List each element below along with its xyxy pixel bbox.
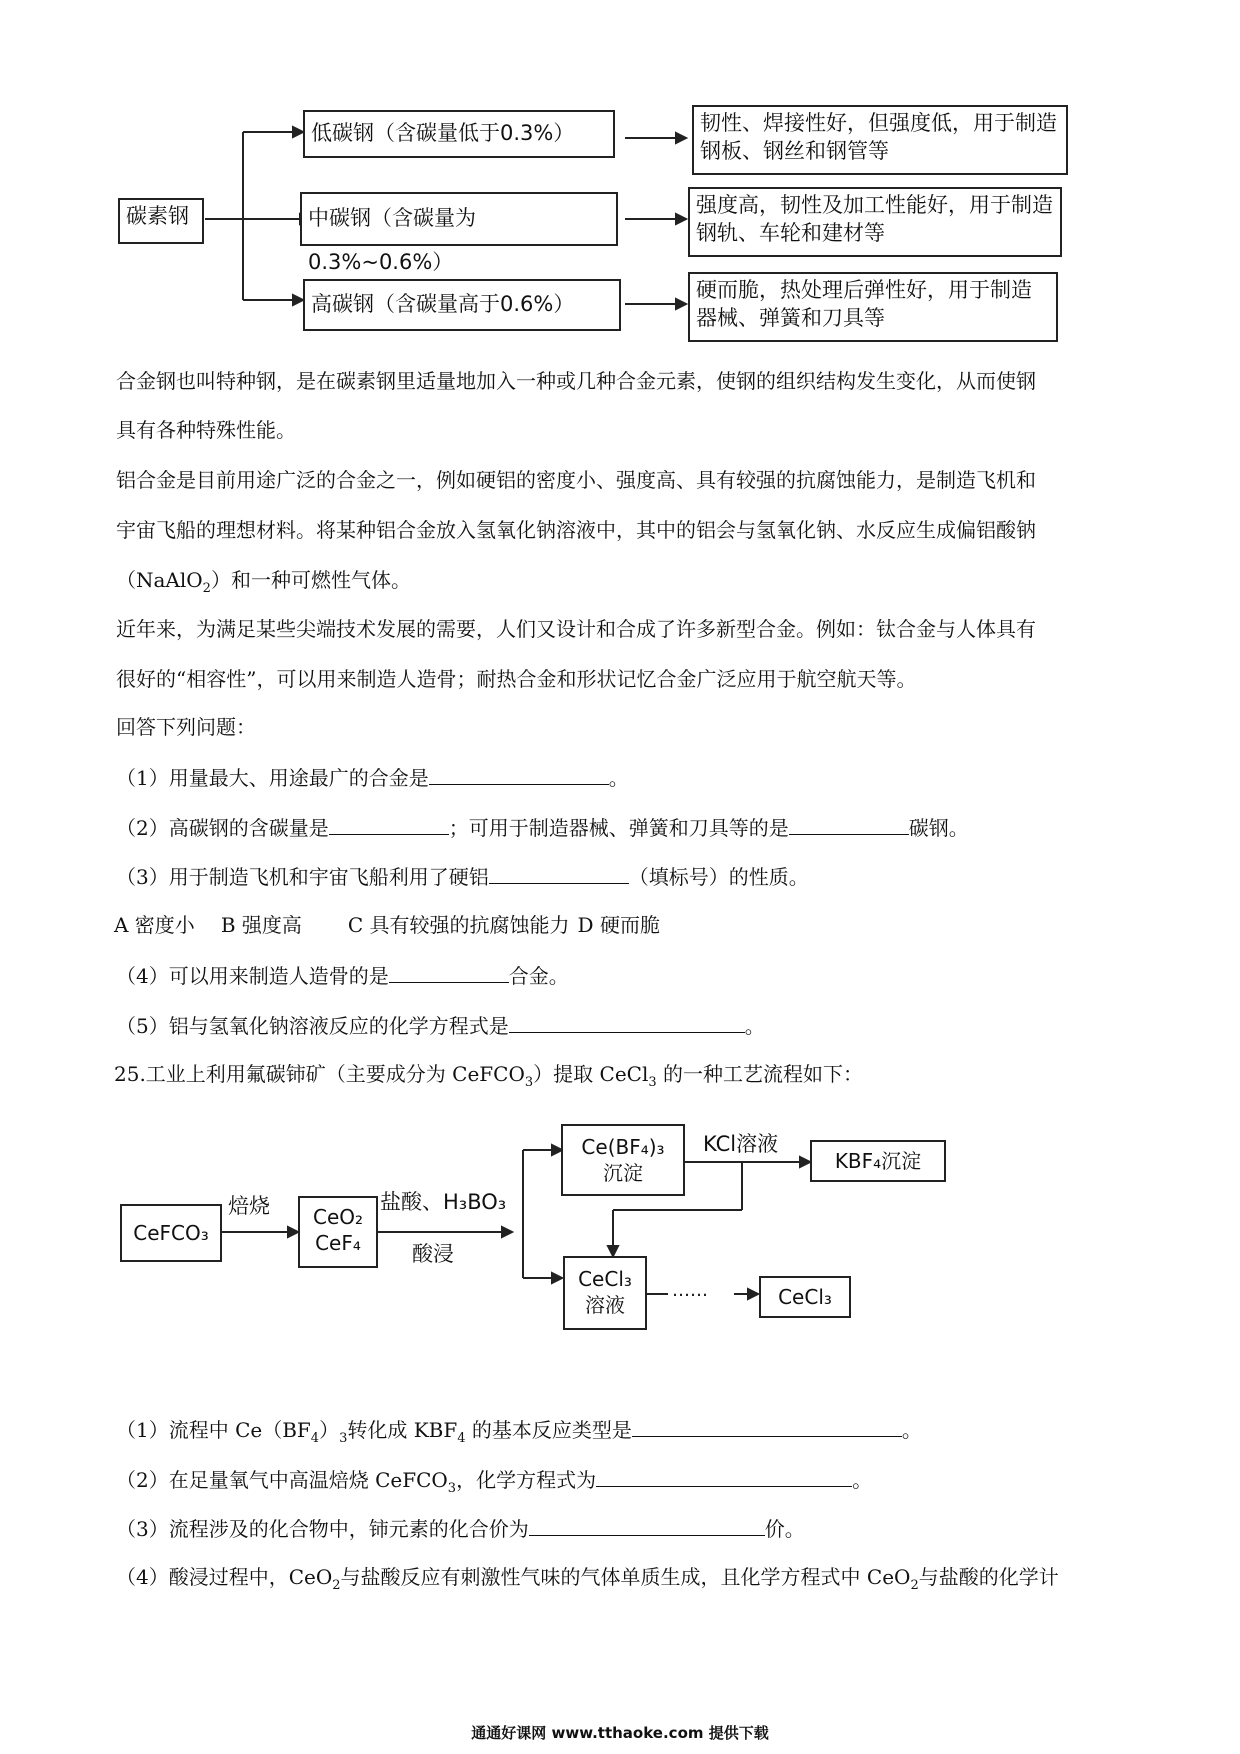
paragraph-alloy-steel-line1: 合金钢也叫特种钢，是在碳素钢里适量地加入一种或几种合金元素，使钢的组织结构发生变化，从而使钢 (116, 369, 1036, 393)
q24-part5: （5）铝与氢氧化钠溶液反应的化学方程式是 。 (116, 1010, 765, 1040)
answer-prompt: 回答下列问题： (116, 715, 256, 739)
flow-label-kcl-solution: KCl溶液 (703, 1132, 779, 1156)
flow-box-cefco3: CeFCO₃ (120, 1204, 222, 1262)
option-a: A 密度小 (114, 913, 195, 937)
flow-box-cecl3-solution (563, 1256, 647, 1330)
option-b: B 强度高 (220, 913, 302, 937)
desc-box-low-carbon: 韧性、焊接性好，但强度低，用于制造钢板、钢丝和钢管等 (692, 105, 1068, 175)
flow-label-roast: 焙烧 (228, 1194, 270, 1218)
type-box-high-carbon: 高碳钢（含碳量高于0.6%） (303, 279, 621, 331)
paragraph-new-alloys-line1: 近年来，为满足某些尖端技术发展的需要，人们又设计和合成了许多新型合金。例如：钛合金与人体具有 (116, 617, 1036, 641)
flow-label-acid: 盐酸、H₃BO₃ (380, 1190, 507, 1214)
type-box-medium-carbon: 中碳钢（含碳量为0.3%~0.6%） (300, 192, 618, 246)
q24-part1: （1）用量最大、用途最广的合金是 。 (116, 762, 629, 792)
page-footer: 通通好课网 www.tthaoke.com 提供下载 (471, 1724, 769, 1742)
option-d: D 硬而脆 (577, 913, 660, 937)
desc-box-high-carbon: 硬而脆，热处理后弹性好，用于制造器械、弹簧和刀具等 (688, 272, 1058, 342)
q25-part4: （4）酸浸过程中，CeO$_2$与盐酸反应有刺激性气味的气体单质生成，且化学方程式中 CeO$_2$与盐酸的化学计 (116, 1565, 1059, 1593)
option-c: C 具有较强的抗腐蚀能力 (347, 913, 570, 937)
q25-intro: 25.工业上利用氟碳铈矿（主要成分为 CeFCO$_3$）提取 CeCl$_3$ 的一种工艺流程如下： (114, 1062, 864, 1090)
q25-part3: （3）流程涉及的化合物中，铈元素的化合价为 价。 (116, 1513, 805, 1543)
flow-box-cef4-line: CeF₄ (315, 1231, 361, 1255)
paragraph-alloy-steel-line2: 具有各种特殊性能。 (116, 418, 296, 442)
root-box-carbon-steel: 碳素钢 (118, 198, 204, 244)
answer-blank[interactable] (632, 1414, 902, 1437)
flow-box-kbf4-precipitate: KBF₄沉淀 (810, 1140, 946, 1182)
paragraph-aluminum-line1: 铝合金是目前用途广泛的合金之一，例如硬铝的密度小、强度高、具有较强的抗腐蚀能力，是制造飞机和 (116, 468, 1036, 492)
q24-part2: （2）高碳钢的含碳量是 ；可用于制造器械、弹簧和刀具等的是 碳钢。 (116, 812, 969, 842)
q24-part4: （4）可以用来制造人造骨的是 合金。 (116, 960, 569, 990)
flow-box-cecl3: CeCl₃ (759, 1276, 851, 1318)
flow-label-dots: …… (672, 1280, 708, 1301)
q24-part3: （3）用于制造飞机和宇宙飞船利用了硬铝 （填标号）的性质。 (116, 861, 809, 891)
flow-box-solution-line: 溶液 (585, 1293, 625, 1317)
flow-box-cecl3-line: CeCl₃ (578, 1267, 632, 1291)
paragraph-aluminum-line2: 宇宙飞船的理想材料。将某种铝合金放入氢氧化钠溶液中，其中的铝会与氢氧化钠、水反应生成偏铝酸钠 (116, 518, 1036, 542)
flow-box-ce-bf4-precipitate (561, 1124, 685, 1196)
flow-box-ceo2-cef4 (298, 1196, 378, 1268)
answer-blank[interactable] (529, 1513, 765, 1536)
flow-label-acid-leach: 酸浸 (412, 1242, 454, 1266)
desc-box-medium-carbon: 强度高，韧性及加工性能好，用于制造钢轨、车轮和建材等 (688, 187, 1062, 257)
flow-box-precipitate-line: 沉淀 (603, 1161, 643, 1185)
flow-box-ce-bf4-line: Ce(BF₄)₃ (581, 1135, 665, 1159)
q25-part2: （2）在足量氧气中高温焙烧 CeFCO$_3$，化学方程式为 。 (116, 1464, 872, 1503)
paragraph-new-alloys-line2: 很好的“相容性”，可以用来制造人造骨；耐热合金和形状记忆合金广泛应用于航空航天等。 (116, 667, 917, 691)
answer-blank[interactable] (596, 1464, 852, 1487)
flow-box-ceo2-line: CeO₂ (312, 1205, 364, 1229)
q25-part1: （1）流程中 $Ce(BF_4)_3$转化成 $KBF_4$ 的基本反应类型是 。 (116, 1414, 922, 1453)
type-box-low-carbon: 低碳钢（含碳量低于0.3%） (303, 110, 615, 158)
paragraph-aluminum-line3: （NaAlO$_2$）和一种可燃性气体。 (116, 568, 411, 596)
